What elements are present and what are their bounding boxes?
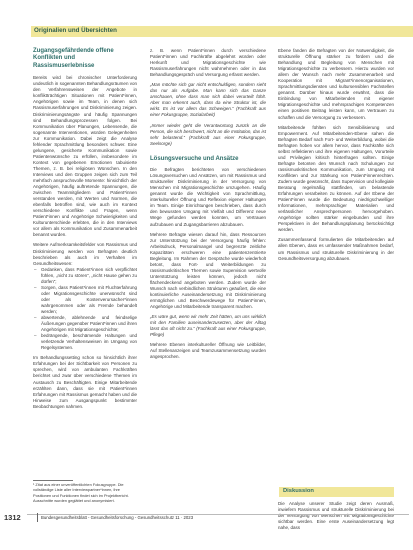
section-heading: Zugangsgefährdende offene Konflikten und Rassismuserlebnisse xyxy=(33,48,114,69)
paragraph: Weitere Aufmerksamkeitsfelder von Rassismus und Diskriminierung werden von Befragten deutlich beschrieben als auch im Verhalten im Gesundheitswesen: xyxy=(33,242,137,266)
list-item: – Gedanken, dass Patient*innen sich verpflichtet fühlen, „nicht zu stören“, „nicht Hause gehen zu dürfen“; xyxy=(33,267,137,285)
journal-citation: Bundesgesundheitsblatt - Gesundheitsforschung - Gesundheitsschutz 11 · 2023 xyxy=(41,515,194,520)
paragraph: Mehrere Befragte wiesen darauf hin, dass Ressourcen zur Unterstützung bei der Versorgung häufig fehlen: Arbeitsdruck, Personalmangel und begrenzte zeitliche Kapazitäten erschweren eine patientenzentrierte Begleitung. Im Rahmen der Gespräche wurde wiederholt betont, dass Fort- und Weiterbildungen zu rassismuskritischen Themen sowie Supervision wertvolle Unterstützung leisten können, jedoch nicht flächendeckend angeboten werden. Zudem wurde der Wunsch nach verbindlichen Strukturen geäußert, die eine kontinuierliche Auseinandersetzung mit Diskriminierung ermöglichen und Beschwerdewege für Patient*innen, Angehörige und Mitarbeitende transparent machen. xyxy=(150,231,266,310)
paragraph: z. B. wenn Patient*innen durch verschiedene Patient*innen und Fachkräfte abgelehnt würden oder Herkunft und Migrationsgeschichte wie Rassismuserfahrungen nicht wahrnehmen oder in das Behandlungsgespräch und Versorgung erfasst werden. xyxy=(150,48,266,78)
list-item: – bedrängende, beschämende Haltungen und verletzende Verhaltensweisen im Umgang von Regelsystemen. xyxy=(33,333,137,351)
paragraph: Mitarbeitende fühlten sich Sensibilisierung und Empowerment. Auf Mitarbeitenden-Ebene sahen die Befragten Bedarf nach Fort- und Weiterbildung, wobei die Befragten hoben vor allem hervor, dass Fachkräfte sich selbst reflektieren und ihre eigenen Haltungen, Vorurteile und Privilegien kritisch hinterfragen sollten. Einige Befragte betonten den Wunsch nach Schulungen zur rassismuskritischen Kommunikation, zum Umgang mit Konflikten und zur Stärkung von Patient*innenrechten. Zudem wurde gewünscht, dass Supervision und kollegiale Beratung regelmäßig stattfinden, um belastende Erfahrungen verarbeiten zu können. Auf der Ebene der Patient*innen wurde die Bedeutung niedrigschwelliger Informationen, mehrsprachiger Materialien und verlässlicher Ansprechpersonen hervorgehoben. Angehörige sollten stärker eingebunden und ihre Perspektiven in der Behandlungsplanung berücksichtigt werden. xyxy=(278,124,394,233)
footnote: ¹ Zitat aus einer unveröffentlichten Fokusgruppe. Die vollständige Liste aller Interviewpartner*innen, ihre Positionen und Funktionen findet sich im Projektbericht. Ausschnitte wurden geglättet und anonymisiert. xyxy=(33,482,129,503)
paragraph: Die Analyse unserer Studie zeigt deren Ausmaß, inwiefern Rassismus und strukturelle Diskriminierung bei der Versorgung von Menschen mit Migrationsgeschichte sichtbar werden. Eine erste Auseinandersetzung legt nahe, dass xyxy=(278,501,394,531)
footer-separator xyxy=(37,513,38,522)
quote: „Man möchte sich gar nicht entschuldigen, sondern sieht das nur als Aufgabe. Man kann sich das Ganze anschauen, ohne dass man sich dabei verurteilt fühlt. Aber man erkennt auch, dass da eine Struktur ist, die wirkt. Es ist vor allem das Schweigen.“ (Fachkraft aus einer Fokusgruppe, Sozialarbeit) xyxy=(150,82,266,118)
discussion-heading: Diskussion xyxy=(283,488,314,494)
section-heading: Lösungsversuche und Ansätze xyxy=(150,155,239,162)
rubric-label: Originalien und Übersichten xyxy=(34,27,117,34)
bullet-list xyxy=(33,267,137,352)
paragraph: Die Befragten berichteten von verschiedenen Lösungsversuchen und Ansätzen, um mit Rassismus und struktureller Diskriminierung in der Versorgung von Menschen mit Migrationsgeschichte umzugehen. Häufig genannt wurde die Wichtigkeit von Sprachmittlung, interkultureller Öffnung und Reflexion eigener Haltungen im Team. Einige Einrichtungen beschrieben, dass durch den bewussten Umgang mit Vielfalt und Differenz neue Wege gefunden werden konnten, um Vertrauen aufzubauen und Zugangsbarrieren abzubauen. xyxy=(150,167,266,227)
list-item: – Sorgen, dass Patient*innen mit Fluchterfahrung oder Migrationsgeschichte unerwünscht sind oder als Kostenverursacher*innen wahrgenommen oder als Fremde behandelt werden; xyxy=(33,285,137,315)
column-right xyxy=(278,48,394,262)
footnote-rule xyxy=(33,480,73,481)
paragraph: Mehrere Ebenen interkultureller Öffnung wie Leitbilder, Auf Stellenanzeigen und Teamzusammensetzung wurden angesprochen. xyxy=(150,342,266,360)
column-middle xyxy=(150,48,266,361)
page-number: 1312 xyxy=(4,513,21,522)
paragraph: Im Behandlungssetting schon so hinsichtlich ihrer Erfahrungen bei der Sichtbarkeit von Personen zu sprechen, wird von ambulanten Fachkräften berichtet und zwar über verschiedene Themen im Austausch zu Beschäftigten. Einige Mitarbeitende erzählten dann, dass sie mit Patient*innen Erfahrungen mit Rassismus gemacht haben und die Hinweise zum Ausgangspunkt bestimmter Beobachtungen nahmen. xyxy=(33,355,137,409)
paragraph: Bereits wird bei chronischer Unterforderung undeutlich in sogenannten Behandlungsräumen von den Verfahrensweisen der Angebote in konfliktträchtigen Situationen mit Patient*innen, Angehörigen sowie im Team, in denen sich Rassismuserfahrungen und Diskriminierung zeigen. Diskriminierungsängste und häufig Spannungen sind Behandlungsprozessen folgen. Bei Kommunikation über Planungen, Lebensende, die sogenannte Interventionen, würden Gelegenheiten zur Kommunikation. Dabei zeigt die Analyse fehlender Sprachmittlung besonders schwer. Eine gelungene, gesicherte Kommunikation sowie Patientenwünsche zu erfüllen, insbesondere im Kontext von gegebenen Emotionen tabuisierte Themen, z. B. bei religiösen Wünschen. In den Interviews und den Gruppen zeigen sich zum Teil mehrfach anspruchsvolle Momente: hinsichtlich der Angehörigen, häufig auftretende Spannungen, die zwischen Teammitgliedern und Patient*innen verstanden werden, mit Werten und Normen, die ebenfalls betroffen sind, wie auch im Kontext verschiedene Konflikte und Fragen, wenn Patient*innen und Angehörige Schwierigkeiten und Kulturunterschiede erlebten, die in den Interviews vor allem als Kommunikation und Zusammenarbeit benannt wurden. xyxy=(33,75,137,238)
list-item: – abwertende, ablehnende und feindselige Äußerungen gegenüber Patient*innen und ihren Angehörigen mit Migrationsgeschichte; xyxy=(33,315,137,333)
paragraph: Zusammenfassend formulierten die Mitarbeitenden auf allen Ebenen, dass es umfassender Maßnahmen bedarf, um Rassismus und strukturelle Diskriminierung in der Gesundheitsversorgung abzubauen. xyxy=(278,237,394,261)
quote: „Immer wieder geht die Verantwortung zurück an die Person, die sich beschwert, nicht an die Institution, das ist sehr belastend.“ (Fachkraft aus einer Fokusgruppe, Seelsorge) xyxy=(150,122,266,146)
quote: „Es wäre gut, wenn wir mehr Zeit hätten, um uns wirklich mit den Familien auseinanderzusetzen, aber der Alltag lässt das oft nicht zu.“ (Fachkraft aus einer Fokusgruppe, Pflege) xyxy=(150,314,266,338)
paragraph: Ebene fanden die Befragten von der Notwendigkeit, die strukturelle Öffnung stärker zu fördern und die Behandlung und Begleitung von Menschen mit Migrationsgeschichte zu verbessern. Hierzu wurden vor allem der Wunsch nach mehr Zusammenarbeit und Kooperation mit Migrant*innenorganisationen, Sprachmittlungsdiensten und kultursensiblen Fachstellen genannt. Darüber hinaus wurde erwähnt, dass die Einbindung von Mitarbeitenden mit eigener Migrationsgeschichte und mehrsprachigen Kompetenzen einen positiven Beitrag leisten kann, um Vertrauen zu schaffen und die Versorgung zu verbessern. xyxy=(278,48,394,120)
discussion-body xyxy=(278,501,394,531)
column-left xyxy=(33,48,137,410)
